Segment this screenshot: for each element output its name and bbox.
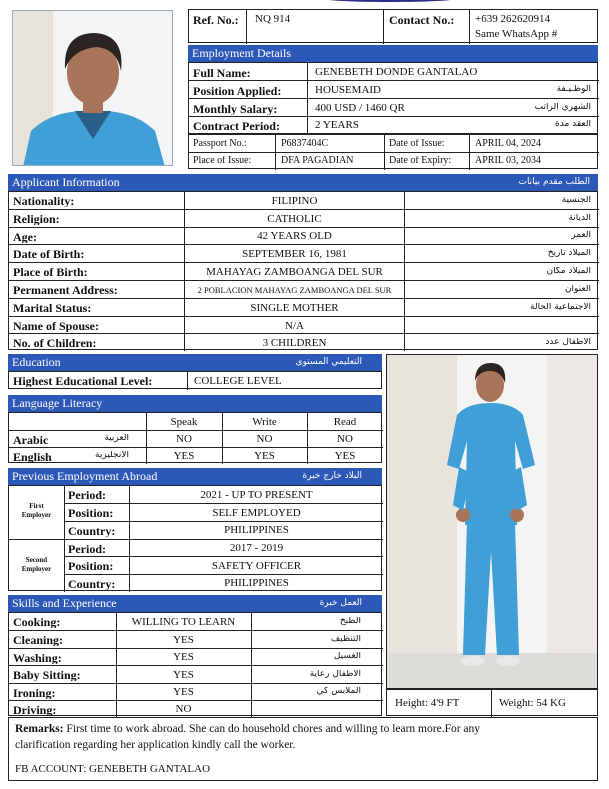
issue-date-value: APRIL 04, 2024 [475,139,542,149]
headshot-illustration [13,11,173,166]
employment-details-table [188,62,598,134]
cooking-label: Cooking: [13,616,61,628]
nationality-value: FILIPINO [271,196,318,207]
second-period-value: 2017 - 2019 [229,543,284,554]
passport-value: P6837404C [281,139,329,149]
weight-label: Weight: 54 KG [499,698,566,709]
contact-label: Contact No.: [389,14,455,26]
dob-arabic: الميلاد تاريخ [547,249,591,258]
cleaning-label: Cleaning: [13,634,64,646]
dob-label: Date of Birth: [13,248,85,260]
issue-date-label: Date of Issue: [389,139,445,149]
age-label: Age: [13,231,37,243]
cleaning-arabic: التنظيف [330,635,361,644]
full-body-illustration [387,355,598,689]
second-country-label: Country: [68,578,116,590]
first-position-label: Position: [68,507,114,519]
skills-header [8,595,382,612]
applicant-information-header [8,174,598,191]
ironing-value: YES [173,687,194,698]
fb-account: FB ACCOUNT: GENEBETH GANTALAO [15,764,211,775]
contract-value: 2 YEARS [315,120,359,131]
ironing-label: Ironing: [13,687,56,699]
height-weight-row [386,689,598,716]
babysitting-arabic: الاطفال رعاية [309,670,361,679]
marital-value: SINGLE MOTHER [250,303,339,314]
lang-english-speak: YES [173,451,195,462]
dob-value: SEPTEMBER 16, 1981 [242,249,347,260]
marital-label: Marital Status: [13,302,92,314]
lang-arabic-arabic: العربية [104,434,129,443]
contract-arabic: العقد مدة [555,120,591,129]
salary-label: Monthly Salary: [193,103,278,115]
first-country-value: PHILIPPINES [224,525,289,536]
lang-col-write: Write [252,417,277,428]
remarks-text-2: clarification regarding her application kindly call the worker. [15,740,296,751]
religion-value: CATHOLIC [267,214,322,225]
driving-label: Driving: [13,704,57,716]
full-body-photo [386,354,598,689]
washing-arabic: الغسيل [333,652,361,661]
second-position-label: Position: [68,560,114,572]
applicant-title-arabic: الطلب مقدم بيانات [518,177,590,187]
remarks-label: Remarks: [15,724,64,735]
lang-english-read: YES [334,451,356,462]
expiry-date-value: APRIL 03, 2034 [475,156,542,166]
first-employer-tag-1: First [29,503,44,510]
religion-arabic: الديانة [568,214,591,223]
washing-label: Washing: [13,652,62,664]
second-position-value: SAFETY OFFICER [211,561,302,572]
full-name-label: Full Name: [193,67,251,79]
pob-label: Place of Birth: [13,266,88,278]
nationality-label: Nationality: [13,195,75,207]
second-country-value: PHILIPPINES [224,578,289,589]
education-label: Highest Educational Level: [13,375,153,387]
salary-value: 400 USD / 1460 QR [315,103,405,114]
passport-table [188,134,598,169]
skills-title: Skills and Experience [12,596,117,610]
applicant-information-table [8,191,598,350]
second-employer-tag-2: Employer [21,566,52,573]
expiry-date-label: Date of Expiry: [389,156,452,166]
language-table [8,412,382,463]
first-period-value: 2021 - UP TO PRESENT [200,490,313,501]
first-period-label: Period: [68,489,106,501]
cleaning-value: YES [173,635,194,646]
salary-arabic: الشهري الراتب [534,103,591,112]
lang-arabic-speak: NO [176,434,192,445]
skills-table [8,612,382,716]
education-value: COLLEGE LEVEL [194,376,282,387]
age-arabic: العمر [571,231,591,240]
spouse-label: Name of Spouse: [13,320,99,332]
previous-title: Previous Employment Abroad [12,469,158,483]
position-label: Position Applied: [193,85,282,97]
nationality-arabic: الجنسية [561,196,591,205]
washing-value: YES [173,652,194,663]
cooking-arabic: الطبخ [339,617,361,626]
top-arc-decoration [320,0,460,2]
ironing-arabic: الملابس كي [316,687,361,696]
height-label: Height: 4'9 FT [395,698,460,709]
second-employer-tag-1: Second [25,557,48,564]
babysitting-value: YES [173,670,194,681]
contact-note: Same WhatsApp # [475,29,558,40]
lang-col-speak: Speak [170,417,198,428]
lang-english-label: English [13,451,52,463]
previous-title-arabic: البلاد خارج خبرة [302,471,362,481]
pob-arabic: الميلاد مكان [546,267,591,276]
remarks-line-1 [15,724,480,736]
first-position-value: SELF EMPLOYED [212,508,301,519]
skills-title-arabic: العمل خبرة [319,598,362,608]
education-title-arabic: التعليمي المستوى [295,357,362,367]
position-arabic: الوظـيـفة [556,85,591,94]
age-value: 42 YEARS OLD [257,231,332,242]
education-title: Education [12,355,61,369]
lang-arabic-write: NO [256,434,273,445]
spouse-value: N/A [285,321,304,332]
first-employer-tag-2: Employer [21,512,52,519]
religion-label: Religion: [13,213,60,225]
lang-arabic-label: Arabic [13,434,49,446]
remarks-text-1: First time to work abroad. She can do household chores and willing to learn more.For any [66,724,481,735]
lang-col-read: Read [333,417,357,428]
children-arabic: الاطفال عدد [545,338,591,347]
language-header: Language Literacy [8,395,382,412]
lang-arabic-read: NO [337,434,353,445]
babysitting-label: Baby Sitting: [13,669,81,681]
full-name-value: GENEBETH DONDE GANTALAO [315,67,478,78]
cooking-value: WILLING TO LEARN [131,617,236,628]
ref-label: Ref. No.: [193,14,239,26]
headshot-photo [12,10,173,166]
address-value: 2 POBLACION MAHAYAG ZAMBOANGA DEL SUR [197,286,392,295]
education-row [8,371,382,389]
lang-english-arabic: الانجليزية [95,451,129,460]
marital-arabic: الاجتماعية الحالة [530,303,591,312]
remarks-box [8,717,598,781]
passport-label: Passport No.: [193,139,247,149]
address-arabic: العنوان [564,285,591,294]
education-header [8,354,382,371]
previous-employment-header [8,468,382,485]
ref-value: NQ 914 [255,14,291,25]
driving-value: NO [175,704,192,715]
first-country-label: Country: [68,525,116,537]
applicant-title: Applicant Information [12,175,120,189]
children-label: No. of Children: [13,337,97,349]
contact-value: +639 262620914 [475,14,550,25]
employment-details-header: Employment Details [188,45,598,62]
children-value: 3 CHILDREN [262,338,327,349]
address-label: Permanent Address: [13,284,118,296]
pob-value: MAHAYAG ZAMBOANGA DEL SUR [206,267,383,278]
second-period-label: Period: [68,543,106,555]
reference-header [188,9,598,43]
issue-place-value: DFA PAGADIAN [281,156,354,166]
issue-place-label: Place of Issue: [193,156,252,166]
lang-english-write: YES [254,451,275,462]
position-value: HOUSEMAID [315,85,381,96]
previous-employment-table [8,485,382,591]
contract-label: Contract Period: [193,120,280,132]
